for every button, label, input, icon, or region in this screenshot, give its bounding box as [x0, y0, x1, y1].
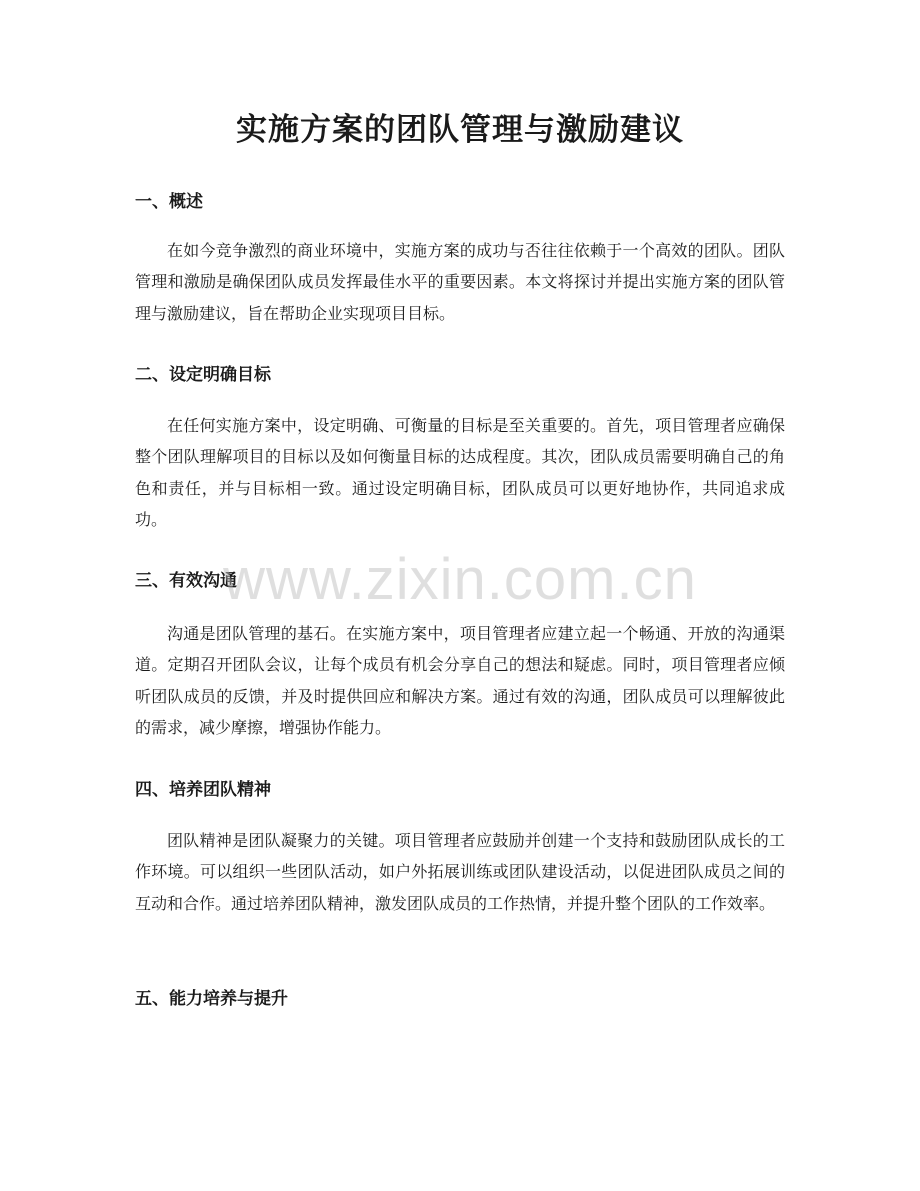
document-title: 实施方案的团队管理与激励建议 — [236, 112, 684, 148]
watermark-text: www.zixin.com.cn — [223, 547, 697, 612]
section-heading-capability: 五、能力培养与提升 — [135, 989, 288, 1009]
section-paragraph-goals: 在任何实施方案中，设定明确、可衡量的目标是至关重要的。首先，项目管理者应确保整个团队理解项目的目标以及如何衡量目标的达成程度。其次，团队成员需要明确自己的角色和责任，并与目标相一致。通过设定明确目标，团队成员可以更好地协作，共同追求成功。 — [135, 416, 785, 529]
section-paragraph-communication: 沟通是团队管理的基石。在实施方案中，项目管理者应建立起一个畅通、开放的沟通渠道。定期召开团队会议，让每个成员有机会分享自己的想法和疑虑。同时，项目管理者应倾听团队成员的反馈，并及时提供回应和解决方案。通过有效的沟通，团队成员可以理解彼此的需求，减少摩擦，增强协作能力。 — [135, 624, 785, 737]
section-paragraph-team-spirit: 团队精神是团队凝聚力的关键。项目管理者应鼓励并创建一个支持和鼓励团队成长的工作环境。可以组织一些团队活动，如户外拓展训练或团队建设活动，以促进团队成员之间的互动和合作。通过培养团队精神，激发团队成员的工作热情，并提升整个团队的工作效率。 — [135, 831, 785, 913]
section-paragraph-overview: 在如今竞争激烈的商业环境中，实施方案的成功与否往往依赖于一个高效的团队。团队管理和激励是确保团队成员发挥最佳水平的重要因素。本文将探讨并提出实施方案的团队管理与激励建议，旨在帮助企业实现项目目标。 — [135, 241, 785, 323]
section-heading-goals: 二、设定明确目标 — [135, 365, 271, 385]
section-heading-communication: 三、有效沟通 — [135, 571, 237, 591]
section-heading-overview: 一、概述 — [135, 192, 203, 212]
section-heading-team-spirit: 四、培养团队精神 — [135, 780, 271, 800]
